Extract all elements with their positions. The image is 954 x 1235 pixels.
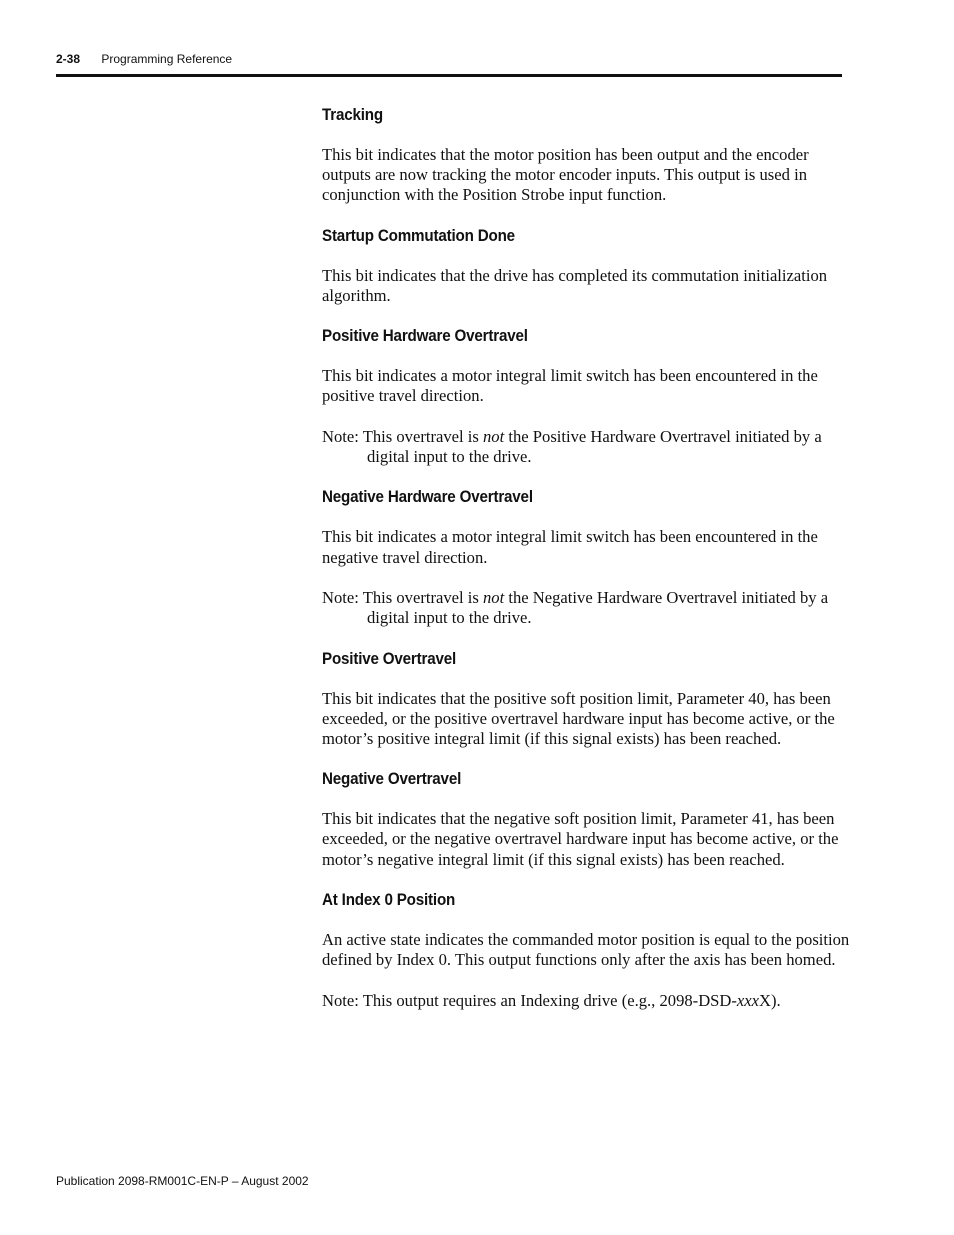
note-text: Note: This overtravel is bbox=[322, 426, 483, 446]
section-body: This bit indicates that the drive has completed its commutation initialization algorithm. bbox=[322, 265, 828, 305]
section-body: This bit indicates that the negative soft position limit, Parameter 41, has been exceeded, or the negative overtravel hardware input has become active, or the motor’s negative integral limit (if this signal exists) has been reached. bbox=[322, 809, 839, 869]
note-text: the Positive Hardware Overtravel initiated by a digital input to the drive. bbox=[367, 426, 822, 467]
note-text: X). bbox=[759, 990, 781, 1010]
header-rule bbox=[56, 74, 842, 77]
page-number: 2-38 bbox=[56, 52, 81, 66]
section-positive-overtravel bbox=[322, 650, 852, 750]
running-section-title: Programming Reference bbox=[101, 52, 233, 66]
section-heading: Tracking bbox=[322, 106, 383, 124]
note-text: Note: This output requires an Indexing drive (e.g., 2098-DSD- bbox=[322, 990, 737, 1010]
section-tracking bbox=[322, 106, 852, 206]
section-at-index-0-position bbox=[322, 891, 852, 1011]
note-emphasis: not bbox=[483, 426, 505, 446]
page-footer: Publication 2098-RM001C-EN-P – August 2002 bbox=[56, 1174, 309, 1188]
section-heading: Negative Hardware Overtravel bbox=[322, 488, 533, 507]
section-note bbox=[322, 427, 852, 467]
section-heading: Positive Overtravel bbox=[322, 649, 457, 668]
section-body: This bit indicates a motor integral limit switch has been encountered in the negative travel direction. bbox=[322, 527, 818, 567]
note-emphasis: xxx bbox=[736, 990, 760, 1010]
note-text: Note: This overtravel is bbox=[322, 588, 483, 608]
section-body: This bit indicates a motor integral limit switch has been encountered in the positive travel direction. bbox=[322, 366, 818, 406]
section-body: This bit indicates that the motor position has been output and the encoder outputs are now tracking the motor encoder inputs. This output is used in conjunction with the Position Strobe input function. bbox=[322, 145, 809, 205]
main-content bbox=[322, 106, 852, 1032]
section-heading: Negative Overtravel bbox=[322, 770, 462, 789]
section-body: An active state indicates the commanded motor position is equal to the position defined by Index 0. This output functions only after the axis has been homed. bbox=[322, 929, 850, 970]
note-emphasis: not bbox=[483, 588, 505, 608]
section-heading: At Index 0 Position bbox=[322, 890, 456, 909]
page-header bbox=[56, 52, 232, 66]
note-text: the Negative Hardware Overtravel initiated by a digital input to the drive. bbox=[367, 588, 829, 628]
section-heading: Startup Commutation Done bbox=[322, 226, 515, 245]
section-note bbox=[322, 991, 852, 1011]
section-negative-hardware-overtravel bbox=[322, 488, 852, 628]
section-body: This bit indicates that the positive soft position limit, Parameter 40, has been exceeded, or the positive overtravel hardware input has become active, or the motor’s positive integral limit (if this signal exists) has been reached. bbox=[322, 688, 835, 749]
section-note bbox=[322, 588, 852, 628]
section-heading: Positive Hardware Overtravel bbox=[322, 327, 528, 346]
section-positive-hardware-overtravel bbox=[322, 327, 852, 467]
section-startup-commutation-done bbox=[322, 227, 852, 306]
section-negative-overtravel bbox=[322, 770, 852, 870]
